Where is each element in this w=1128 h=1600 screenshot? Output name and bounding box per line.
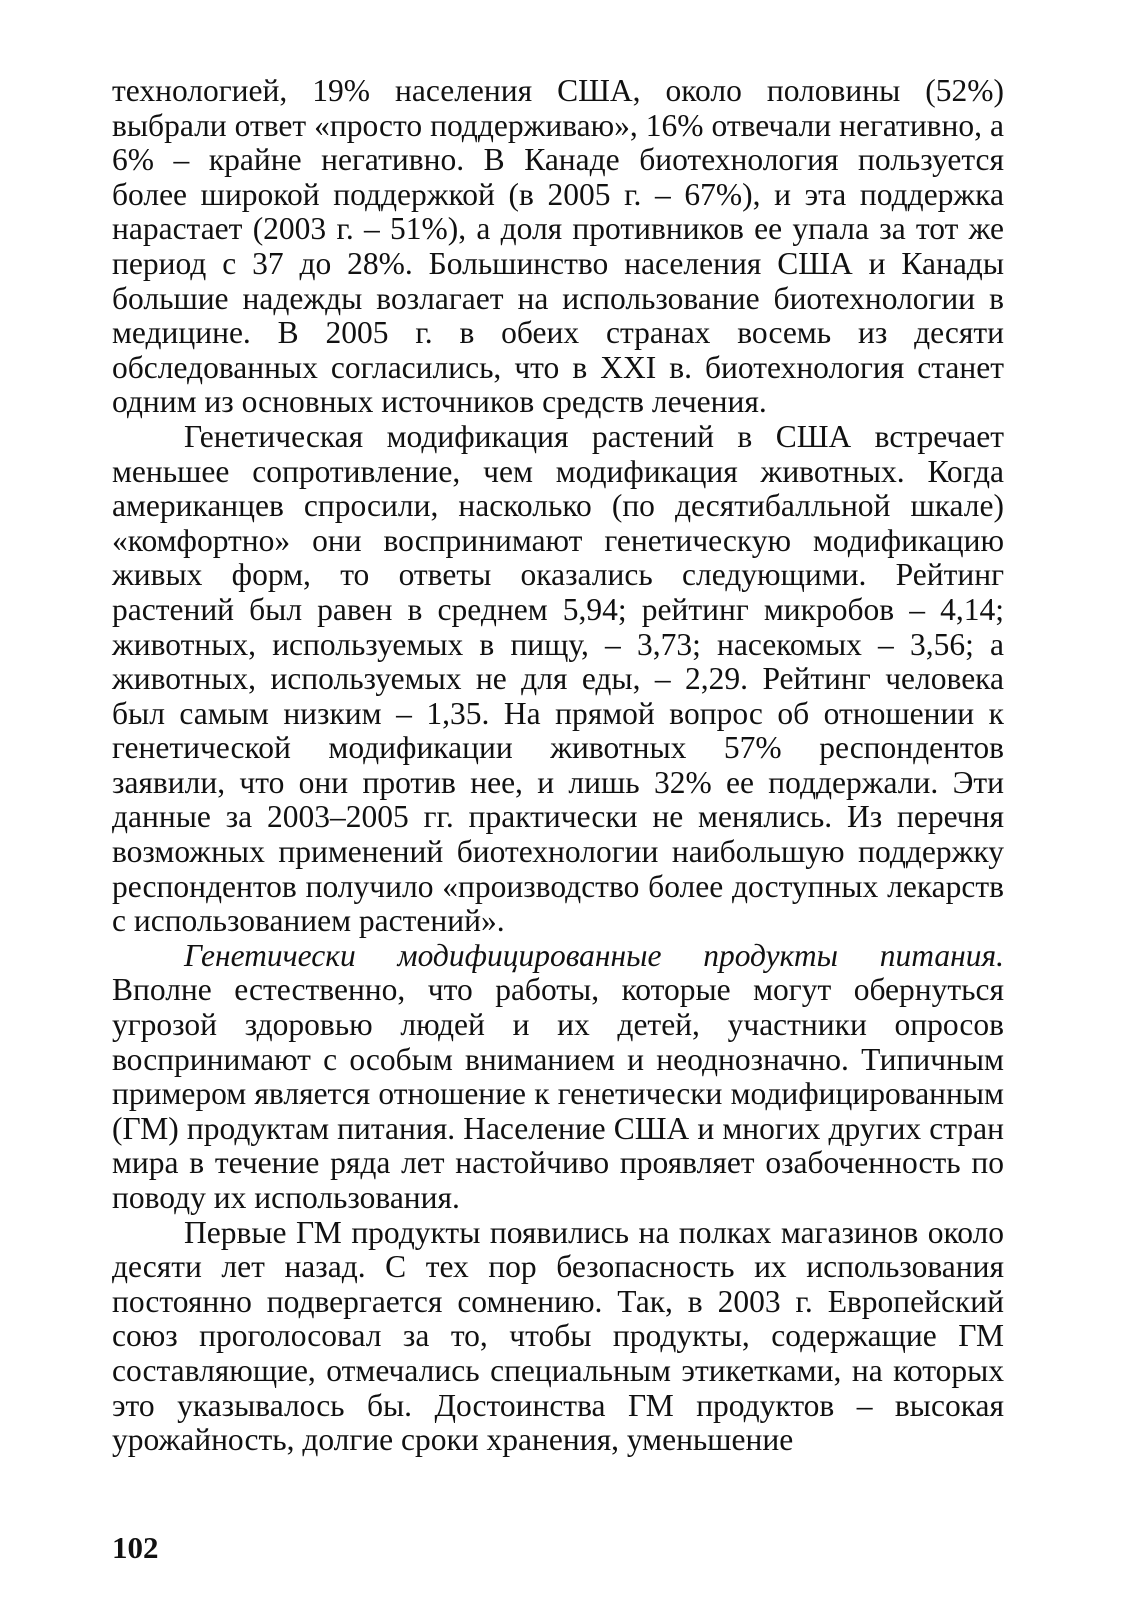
page-number: 102 [112,1530,159,1565]
paragraph-3-text: Вполне естественно, что работы, которые могут обернуться угрозой здоровью людей и их детей, участники опросов воспринимают с особым вниманием и неоднозначно. Типичным примером является отношение к генетически модифицированным (ГМ) продуктам питания. Население США и многих других стран мира в течение ряда лет настойчиво проявляет озабоченность по поводу их использования. [112,972,1004,1215]
paragraph-4: Первые ГМ продукты появились на полках магазинов около десяти лет назад. С тех пор безопасность их использования постоянно подвергается сомнению. Так, в 2003 г. Европейский союз проголосовал за то, чтобы продукты, содержащие ГМ составляющие, отмечались специальным этикетками, на которых это указывалось бы. Достоинства ГМ продуктов – высокая урожайность, долгие сроки хранения, уменьшение [112,1214,1004,1458]
section-heading: Генетически модифицированные продукты питания. [184,937,1004,973]
paragraph-3 [112,939,1004,1216]
page-body [112,74,1004,1458]
paragraph-1: технологией, 19% населения США, около половины (52%) выбрали ответ «просто поддерживаю», 16% отвечали негативно, а 6% – крайне негативно. В Канаде биотехнология пользуется более широкой поддержкой (в 2005 г. – 67%), и эта поддержка нарастает (2003 г. – 51%), а доля противников ее упала за тот же период с 37 до 28%. Большинство населения США и Канады большие надежды возлагает на использование биотехнологии в медицине. В 2005 г. в обеих странах восемь из десяти обследованных согласились, что в XXI в. биотехнология станет одним из основных источников средств лечения. [112,73,1004,420]
paragraph-2: Генетическая модификация растений в США встречает меньшее сопротивление, чем модификация животных. Когда американцев спросили, насколько (по десятибалльной шкале) «комфортно» они воспринимают генетическую модификацию живых форм, то ответы оказались следующими. Рейтинг растений был равен в среднем 5,94; рейтинг микробов – 4,14; животных, используемых в пищу, – 3,73; насекомых – 3,56; а животных, используемых не для еды, – 2,29. Рейтинг человека был самым низким – 1,35. На прямой вопрос об отношении к генетической модификации животных 57% респондентов заявили, что они против нее, и лишь 32% ее поддержали. Эти данные за 2003–2005 гг. практически не менялись. Из перечня возможных применений биотехнологии наибольшую поддержку респондентов получило «производство более доступных лекарств с использованием растений». [112,418,1004,939]
